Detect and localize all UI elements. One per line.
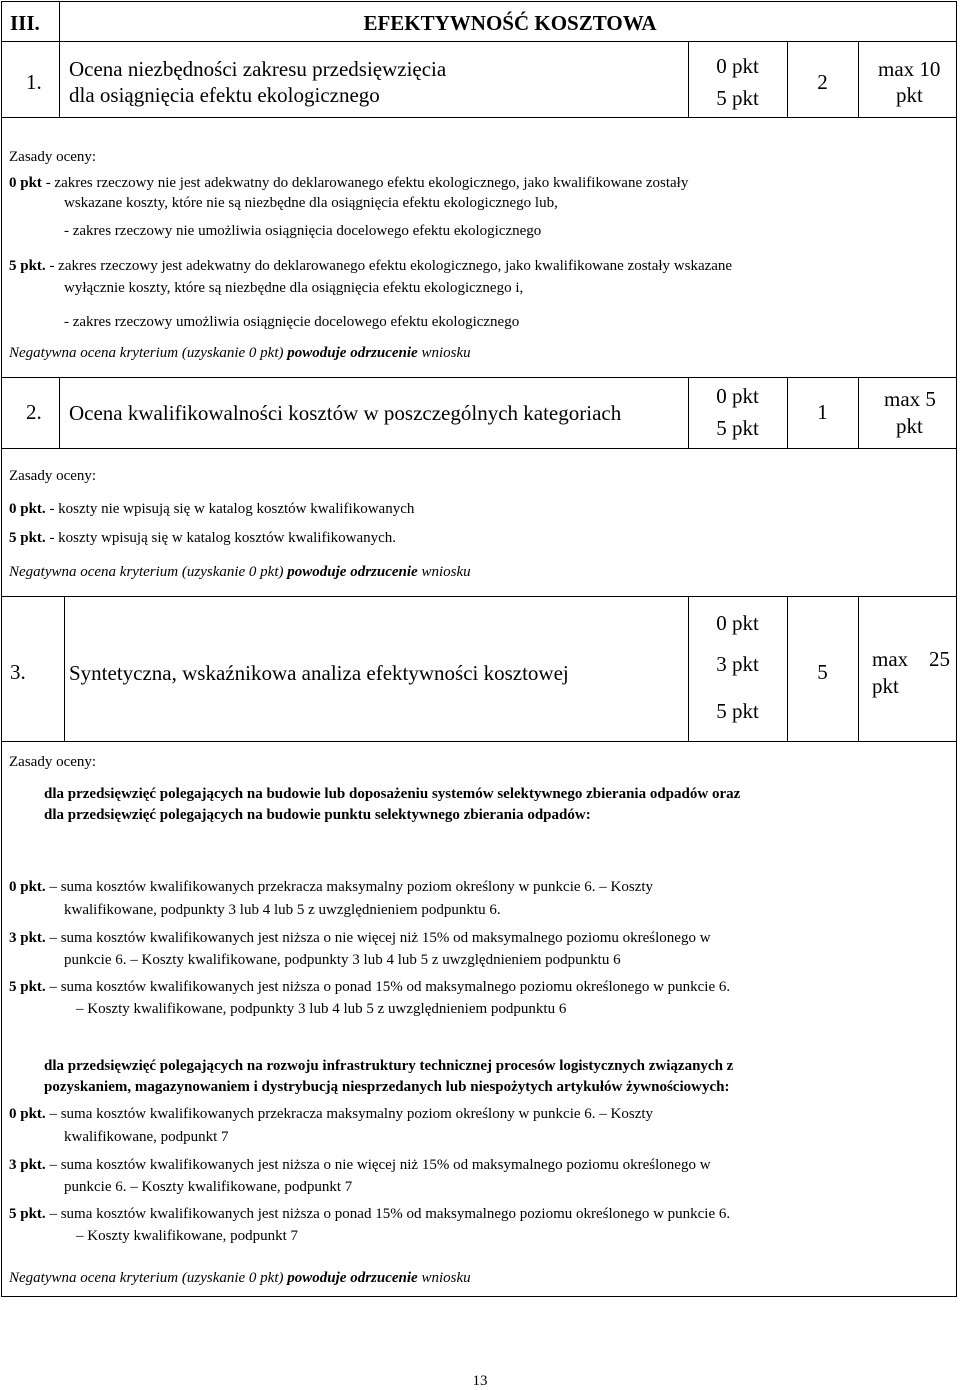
criterion-3-weight: 5 bbox=[817, 660, 828, 684]
criterion-2-max: max 5 bbox=[884, 387, 936, 411]
criterion-3-group-a-rule-0: 0 pkt. – suma kosztów kwalifikowanych przekracza maksymalny poziom określony w punkcie 6. – Koszty bbox=[9, 879, 654, 895]
criteria-document bbox=[1, 1, 957, 1297]
criterion-3-points-3: 3 pkt bbox=[716, 652, 759, 676]
criterion-1-title-line1: Ocena niezbędności zakresu przedsięwzięcia bbox=[69, 57, 447, 81]
criterion-3-title: Syntetyczna, wskaźnikowa analiza efektywności kosztowej bbox=[69, 661, 569, 685]
criterion-3-group-b-rule-3: 3 pkt. – suma kosztów kwalifikowanych jest niższa o nie więcej niż 15% od maksymalnego poziomu określonego w bbox=[9, 1157, 711, 1173]
criterion-3-number: 3. bbox=[10, 660, 26, 684]
criterion-3-group-a-rule-5: 5 pkt. – suma kosztów kwalifikowanych jest niższa o ponad 15% od maksymalnego poziomu określonego w punkcie 6. bbox=[9, 979, 731, 995]
criterion-1-rule-0: 0 pkt - zakres rzeczowy nie jest adekwatny do deklarowanego efektu ekologicznego, jako kwalifikowane zostały bbox=[9, 175, 689, 191]
criterion-2-rule-5: 5 pkt. - koszty wpisują się w katalog kosztów kwalifikowanych. bbox=[9, 530, 397, 546]
criterion-3-group-b-title-line2: pozyskaniem, magazynowaniem i dystrybucją niesprzedanych lub niespożytych artykułów żywnościowych: bbox=[44, 1079, 730, 1095]
criterion-3-points-5: 5 pkt bbox=[716, 699, 759, 723]
criterion-2-points-0: 0 pkt bbox=[716, 384, 759, 408]
criterion-3-max-value: 25 bbox=[929, 647, 950, 671]
section-number: III. bbox=[10, 11, 40, 35]
criterion-2-rule-0: 0 pkt. - koszty nie wpisują się w katalog kosztów kwalifikowanych bbox=[9, 501, 415, 517]
criterion-3-group-b-rule-0-cont: kwalifikowane, podpunkt 7 bbox=[64, 1129, 229, 1145]
criterion-3-group-b-rule-5-cont: – Koszty kwalifikowane, podpunkt 7 bbox=[76, 1228, 299, 1244]
criterion-1-negative-note: Negatywna ocena kryterium (uzyskanie 0 pkt) powoduje odrzucenie wniosku bbox=[9, 345, 471, 361]
criterion-1-rule-5-sub: - zakres rzeczowy umożliwia osiągnięcie docelowego efektu ekologicznego bbox=[64, 314, 520, 330]
criterion-3-group-a-rule-3: 3 pkt. – suma kosztów kwalifikowanych jest niższa o nie więcej niż 15% od maksymalnego poziomu określonego w bbox=[9, 930, 711, 946]
criterion-3-max: max bbox=[872, 647, 909, 671]
criterion-1-points-0: 0 pkt bbox=[716, 54, 759, 78]
criterion-2-weight: 1 bbox=[817, 400, 828, 424]
criterion-3-group-a-title-line2: dla przedsięwzięć polegających na budowie punktu selektywnego zbierania odpadów: bbox=[44, 807, 591, 823]
criterion-3-negative-note: Negatywna ocena kryterium (uzyskanie 0 pkt) powoduje odrzucenie wniosku bbox=[9, 1270, 471, 1286]
criterion-1-number: 1. bbox=[26, 70, 42, 94]
criterion-2-rules-label: Zasady oceny: bbox=[9, 468, 97, 484]
criterion-1-rule-5: 5 pkt. - zakres rzeczowy jest adekwatny do deklarowanego efektu ekologicznego, jako kwalifikowane zostały wskazane bbox=[9, 258, 733, 274]
criterion-1-rule-5-cont: wyłącznie koszty, które są niezbędne dla osiągnięcia efektu ekologicznego i, bbox=[64, 280, 524, 296]
criterion-2-title: Ocena kwalifikowalności kosztów w poszczególnych kategoriach bbox=[69, 401, 622, 425]
criterion-3-max-unit: pkt bbox=[872, 674, 899, 698]
criterion-3-group-a-title-line1: dla przedsięwzięć polegających na budowie lub doposażeniu systemów selektywnego zbierania odpadów oraz bbox=[44, 786, 741, 802]
criterion-1-rule-0-sub: - zakres rzeczowy nie umożliwia osiągnięcia docelowego efektu ekologicznego bbox=[64, 223, 542, 239]
page-number: 13 bbox=[472, 1373, 488, 1389]
criterion-3-group-a-rule-0-cont: kwalifikowane, podpunkty 3 lub 4 lub 5 z uwzględnieniem podpunktu 6. bbox=[64, 902, 501, 918]
section-title: EFEKTYWNOŚĆ KOSZTOWA bbox=[363, 11, 657, 35]
criterion-1-rule-0-cont: wskazane koszty, które nie są niezbędne dla osiągnięcia efektu ekologicznego lub, bbox=[64, 195, 558, 211]
criterion-3-group-b-rule-0: 0 pkt. – suma kosztów kwalifikowanych przekracza maksymalny poziom określony w punkcie 6. – Koszty bbox=[9, 1106, 654, 1122]
criterion-3-rules-label: Zasady oceny: bbox=[9, 754, 97, 770]
criterion-2-negative-note: Negatywna ocena kryterium (uzyskanie 0 pkt) powoduje odrzucenie wniosku bbox=[9, 564, 471, 580]
criterion-3-group-a-rule-5-cont: – Koszty kwalifikowane, podpunkty 3 lub 4 lub 5 z uwzględnieniem podpunktu 6 bbox=[76, 1001, 567, 1017]
criterion-3-group-b-rule-5: 5 pkt. – suma kosztów kwalifikowanych jest niższa o ponad 15% od maksymalnego poziomu określonego w punkcie 6. bbox=[9, 1206, 731, 1222]
criterion-1-weight: 2 bbox=[817, 70, 828, 94]
criterion-1-title-line2: dla osiągnięcia efektu ekologicznego bbox=[69, 83, 380, 107]
criterion-3-group-b-rule-3-cont: punkcie 6. – Koszty kwalifikowane, podpunkt 7 bbox=[64, 1179, 353, 1195]
criterion-2-number: 2. bbox=[26, 400, 42, 424]
criterion-1-points-5: 5 pkt bbox=[716, 86, 759, 110]
criterion-1-max-unit: pkt bbox=[896, 83, 923, 107]
criterion-3-group-b-title-line1: dla przedsięwzięć polegających na rozwoju infrastruktury technicznej procesów logistycznych związanych z bbox=[44, 1058, 734, 1074]
criterion-1-max: max 10 bbox=[878, 57, 941, 81]
criterion-2-max-unit: pkt bbox=[896, 414, 923, 438]
criterion-3-points-0: 0 pkt bbox=[716, 611, 759, 635]
criterion-2-points-5: 5 pkt bbox=[716, 416, 759, 440]
criterion-3-group-a-rule-3-cont: punkcie 6. – Koszty kwalifikowane, podpunkty 3 lub 4 lub 5 z uwzględnieniem podpunktu 6 bbox=[64, 952, 621, 968]
criterion-1-rules-label: Zasady oceny: bbox=[9, 149, 97, 165]
